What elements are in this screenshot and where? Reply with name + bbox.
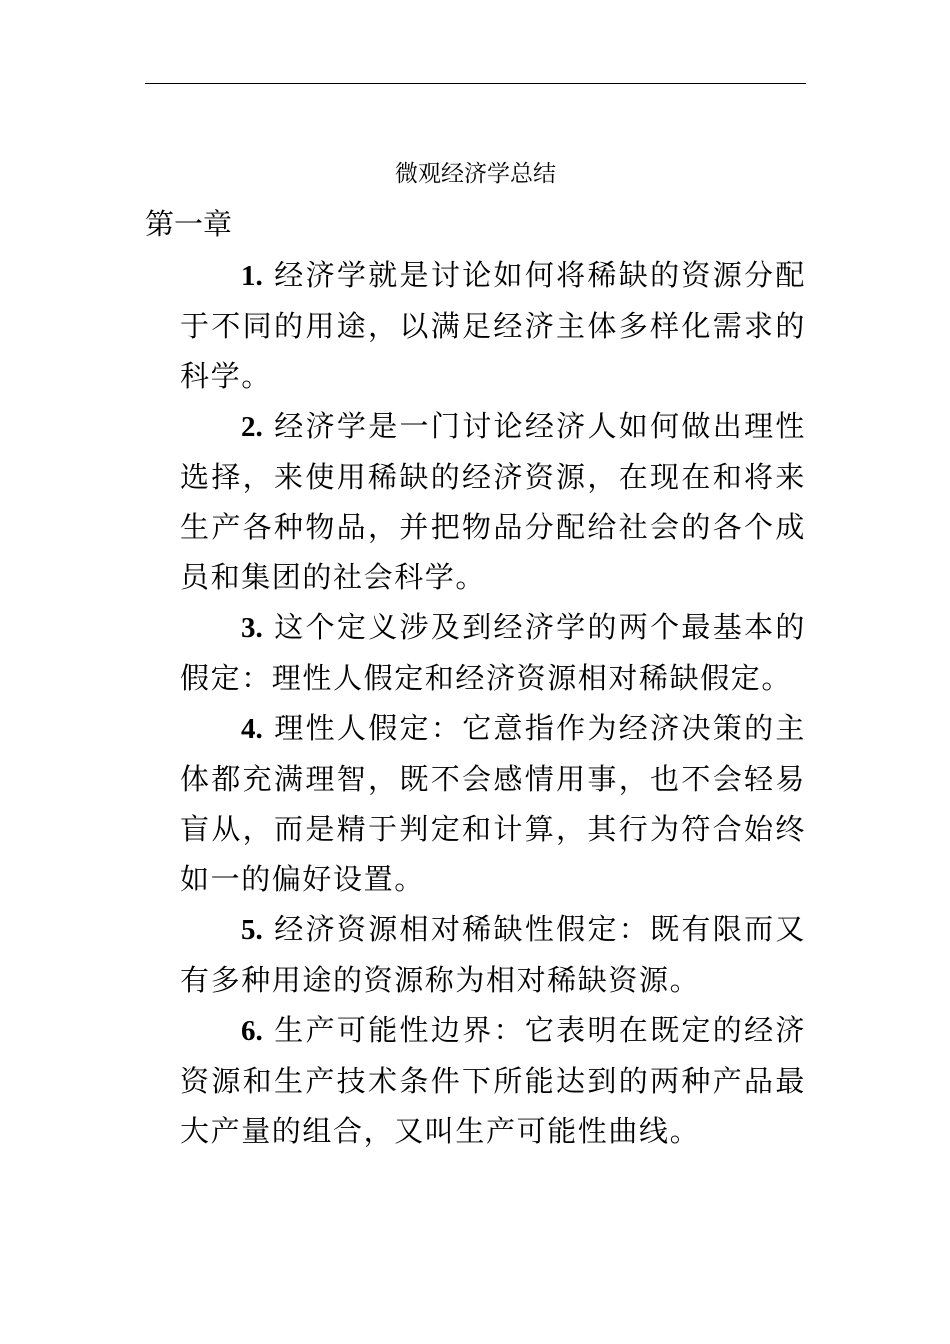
item-text: 经济学就是讨论如何将稀缺的资源分配于不同的用途，以满足经济主体多样化需求的科学。 [180,258,806,393]
item-text: 经济学是一门讨论经济人如何做出理性选择，来使用稀缺的经济资源，在现在和将来生产各种物品，并把物品分配给社会的各个成员和集团的社会科学。 [180,409,806,594]
list-item [180,703,806,904]
header-rule [145,83,806,84]
item-text: 经济资源相对稀缺性假定：既有限而又有多种用途的资源称为相对稀缺资源。 [180,912,806,997]
list-item [180,1005,806,1156]
item-number: 1. [241,260,263,292]
item-number: 6. [241,1015,263,1047]
definition-list [180,250,806,1156]
item-text: 理性人假定：它意指作为经济决策的主体都充满理智，既不会感情用事，也不会轻易盲从，而是精于判定和计算，其行为符合始终如一的偏好设置。 [180,711,806,896]
item-number: 4. [241,713,263,745]
item-number: 2. [241,411,263,443]
chapter-heading: 第一章 [145,207,233,241]
item-number: 5. [241,914,263,946]
list-item [180,250,806,401]
item-number: 3. [241,612,263,644]
list-item [180,904,806,1005]
document-title: 微观经济学总结 [395,161,556,187]
item-text: 生产可能性边界：它表明在既定的经济资源和生产技术条件下所能达到的两种产品最大产量的组合，又叫生产可能性曲线。 [180,1013,806,1148]
list-item [180,401,806,602]
item-text: 这个定义涉及到经济学的两个最基本的假定：理性人假定和经济资源相对稀缺假定。 [180,610,806,695]
list-item [180,602,806,703]
